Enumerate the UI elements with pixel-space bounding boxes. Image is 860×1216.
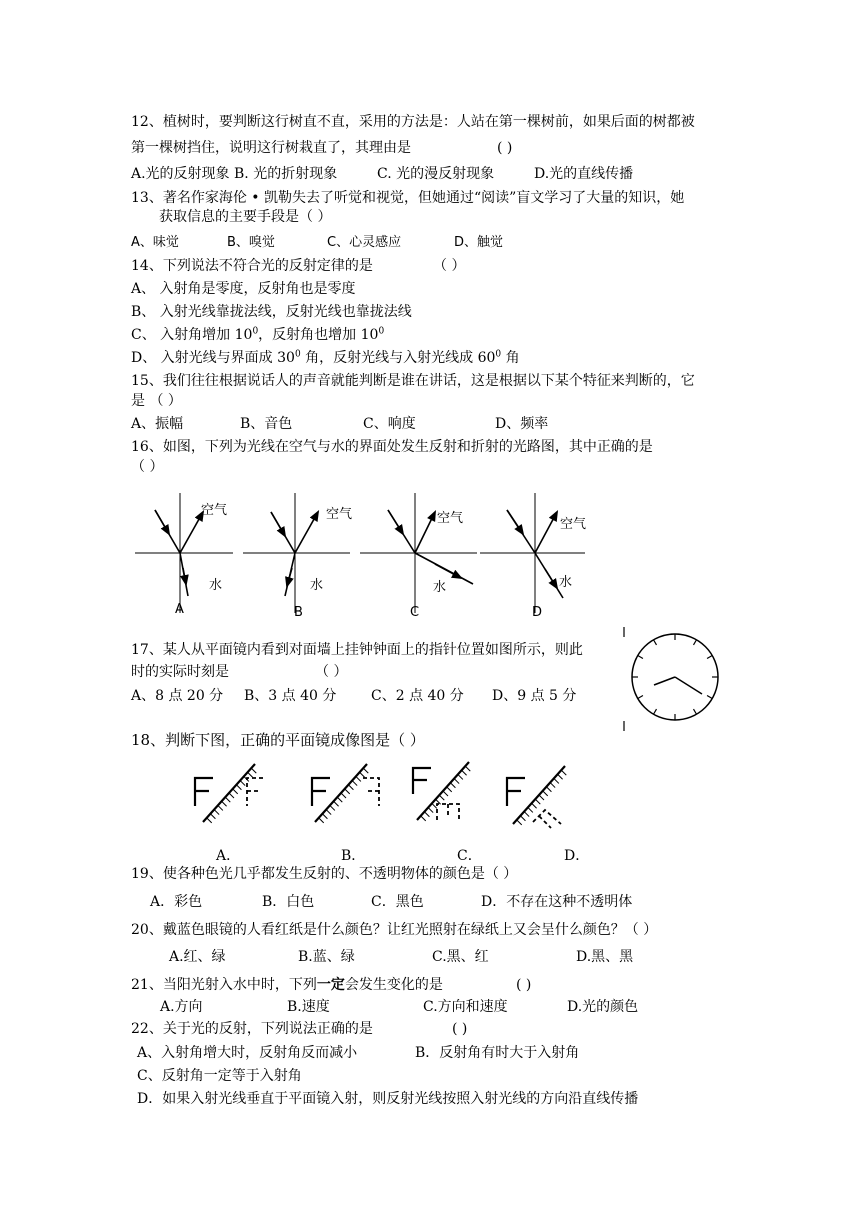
q16-light-path-diagrams xyxy=(125,488,595,628)
q15-option-c: C、响度 xyxy=(363,416,416,432)
q17-option-b: B、3 点 40 分 xyxy=(244,688,337,704)
mirror-hatch xyxy=(454,779,459,784)
q16-b-water-label: 水 xyxy=(310,578,324,593)
mirror-hatch xyxy=(360,772,365,777)
clock-tick xyxy=(707,696,712,699)
q17-option-a: A、8 点 20 分 xyxy=(131,688,224,704)
mirror-hatch xyxy=(345,789,350,794)
mirror-hatch xyxy=(561,770,566,775)
mirror-hatch xyxy=(236,785,241,790)
clock-hour-hand xyxy=(654,677,675,685)
q12-answer-paren: ( ) xyxy=(497,140,513,156)
mirror-hatch xyxy=(240,781,245,786)
mirror-hatch xyxy=(337,797,342,802)
mirror-hatch xyxy=(330,805,335,810)
q19-stem: 19、使各种色光几乎都发生反射的、不透明物体的颜色是（ ） xyxy=(131,866,518,882)
mirror-hatch xyxy=(225,797,230,802)
mirror-hatch xyxy=(528,807,533,812)
q15-option-a: A、振幅 xyxy=(131,416,184,432)
q15-option-d: D、频率 xyxy=(495,416,549,432)
q14-option-c: C、 入射角增加 $10^0$，反射角也增加 $10^0$ xyxy=(131,326,385,343)
mirror-hatch xyxy=(322,814,327,819)
mirror-hatch xyxy=(539,795,544,800)
q21-option-b: B.速度 xyxy=(287,999,330,1015)
mirror-hatch xyxy=(532,803,537,808)
q17-option-d: D、9 点 5 分 xyxy=(492,688,577,704)
mirror-hatch xyxy=(524,812,529,817)
q14-option-a: A、 入射角是零度，反射角也是零度 xyxy=(131,281,356,297)
clock-tick xyxy=(654,640,657,645)
q17-answer-paren: （ ） xyxy=(315,664,348,680)
q17-mirror-clock xyxy=(620,625,725,735)
mirror-hatch xyxy=(450,783,455,788)
q13-option-c: C、心灵感应 xyxy=(327,235,402,250)
q16-stem-line2: （ ） xyxy=(131,459,164,475)
q16-d-water-label: 水 xyxy=(559,575,573,590)
q18-diagram-b xyxy=(312,764,379,823)
mirror-hatch xyxy=(447,787,452,792)
q15-stem-line2: 是 （ ） xyxy=(131,393,182,409)
mirror-hatch xyxy=(535,799,540,804)
clock-tick xyxy=(694,640,697,645)
mirror-hatch xyxy=(251,768,256,773)
q16-c-water-label: 水 xyxy=(433,580,447,595)
q16-b-air-label: 空气 xyxy=(326,507,353,522)
q19-option-d: D．不存在这种不透明体 xyxy=(481,894,633,910)
q19-option-a: A．彩色 xyxy=(150,894,203,910)
q22-option-c: C、反射角一定等于入射角 xyxy=(137,1068,302,1084)
mirror-hatch xyxy=(517,820,522,825)
q19-option-c: C．黑色 xyxy=(371,894,424,910)
mirror-hatch xyxy=(233,789,238,794)
mirror-hatch xyxy=(520,816,525,821)
clock-tick xyxy=(654,709,657,714)
q15-option-b: B、音色 xyxy=(240,416,293,432)
q22-option-d: D．如果入射光线垂直于平面镜入射，则反射光线按照入射光线的方向沿直线传播 xyxy=(137,1091,639,1107)
clock-minute-hand xyxy=(675,677,702,694)
q18-diagram-d xyxy=(507,766,566,828)
q13-option-d: D、触觉 xyxy=(454,235,504,250)
q18-label-d: D． xyxy=(564,848,590,864)
q13-option-b: B、嗅觉 xyxy=(227,235,275,250)
q20-option-b: B.蓝、绿 xyxy=(298,949,355,965)
q14-answer-paren: （ ） xyxy=(433,258,466,274)
clock-tick xyxy=(694,709,697,714)
q22-stem: 22、关于光的反射，下列说法正确的是 xyxy=(131,1021,373,1037)
q13-stem-line1: 13、著名作家海伦 • 凯勒失去了听觉和视觉，但她通过“阅读”盲文学习了大量的知识，她 xyxy=(131,190,685,206)
q13-option-a: A、味觉 xyxy=(131,235,179,250)
q16-label-d: D xyxy=(532,605,543,620)
q20-option-c: C.黑、红 xyxy=(432,949,489,965)
mirror-hatch xyxy=(554,778,559,783)
mirror-hatch xyxy=(363,768,368,773)
mirror-hatch xyxy=(439,795,444,800)
q14-option-d: D、 入射光线与界面成 $30^0$ 角，反射光线与入射光线成 $60^0$ 角 xyxy=(131,349,520,366)
mirror-hatch xyxy=(458,774,463,779)
q12-option-b: B. 光的折射现象 xyxy=(234,166,338,182)
mirror-hatch xyxy=(248,772,253,777)
q16-a-water-label: 水 xyxy=(209,578,223,593)
mirror-hatch xyxy=(424,812,429,817)
q20-option-d: D.黑、黑 xyxy=(576,949,634,965)
q13-stem-line2: 获取信息的主要手段是（ ） xyxy=(159,209,332,225)
q22-option-a: A、入射角增大时，反射角反而减小 xyxy=(137,1045,358,1061)
q20-stem: 20、戴蓝色眼镜的人看红纸是什么颜色？让红光照射在绿纸上又会呈什么颜色？（ ） xyxy=(131,922,658,938)
q12-option-d: D.光的直线传播 xyxy=(534,166,634,182)
q18-stem: 18、判断下图，正确的平面镜成像图是（ ） xyxy=(131,731,425,749)
mirror-hatch xyxy=(222,801,227,806)
mirror-hatch xyxy=(229,793,234,798)
q21-option-c: C.方向和速度 xyxy=(423,999,508,1015)
q19-option-b: B．白色 xyxy=(262,894,315,910)
q17-stem-line2: 时的实际时刻是 xyxy=(131,664,229,680)
clock-tick xyxy=(638,696,643,699)
mirror-hatch xyxy=(319,818,324,823)
mirror-hatch xyxy=(218,805,223,810)
q16-stem-line1: 16、如图，下列为光线在空气与水的界面处发生反射和折射的光路图，其中正确的是 xyxy=(131,439,653,455)
q16-label-c: C xyxy=(410,605,420,620)
mirror-hatch xyxy=(465,766,470,771)
mirror-hatch xyxy=(348,785,353,790)
q18-label-b: B． xyxy=(341,848,366,864)
mirror-hatch xyxy=(462,770,467,775)
q16-d-air-label: 空气 xyxy=(560,517,587,532)
mirror-hatch xyxy=(356,776,361,781)
mirror-hatch xyxy=(326,810,331,815)
q18-diagram-a xyxy=(195,764,263,823)
q16-diagram-d xyxy=(480,493,585,613)
mirror-hatch xyxy=(546,787,551,792)
mirror-hatch xyxy=(207,818,212,823)
mirror-hatch xyxy=(543,791,548,796)
q21-answer-paren: ( ) xyxy=(516,977,532,993)
mirror-hatch xyxy=(352,781,357,786)
mirror-hatch xyxy=(214,810,219,815)
q21-stem: 21、当阳光射入水中时，下列一定会发生变化的是 xyxy=(131,977,443,993)
mirror-hatch xyxy=(428,808,433,813)
q18-label-c: C． xyxy=(457,848,482,864)
q22-answer-paren: ( ) xyxy=(452,1021,468,1037)
clock-tick xyxy=(638,656,643,659)
q12-stem-line2: 第一棵树挡住，说明这行树栽直了，其理由是 xyxy=(131,140,411,156)
q14-option-b: B、 入射光线靠拢法线，反射光线也靠拢法线 xyxy=(131,304,412,320)
q20-option-a: A.红、绿 xyxy=(169,949,226,965)
q18-mirror-image-diagrams xyxy=(185,758,575,838)
mirror-hatch xyxy=(210,814,215,819)
q16-label-b: B xyxy=(294,605,303,620)
mirror-hatch xyxy=(421,816,426,821)
clock-tick xyxy=(707,656,712,659)
q18-diagram-c xyxy=(413,762,470,821)
mirror-hatch xyxy=(443,791,448,796)
mirror-hatch xyxy=(341,793,346,798)
q18-label-a: A． xyxy=(216,848,241,864)
q21-option-d: D.光的颜色 xyxy=(567,999,639,1015)
q16-label-a: A xyxy=(175,602,184,617)
q21-option-a: A.方向 xyxy=(160,999,203,1015)
q12-option-a: A.光的反射现象 xyxy=(131,166,230,182)
q12-option-c: C. 光的漫反射现象 xyxy=(377,166,495,182)
q17-stem-line1: 17、某人从平面镜内看到对面墙上挂钟钟面上的指针位置如图所示，则此 xyxy=(131,642,583,658)
q16-a-air-label: 空气 xyxy=(201,503,228,518)
q15-stem-line1: 15、我们往往根据说话人的声音就能判断是谁在讲话，这是根据以下某个特征来判断的，它 xyxy=(131,373,695,389)
q17-option-c: C、2 点 40 分 xyxy=(371,688,464,704)
q16-c-air-label: 空气 xyxy=(437,511,464,526)
mirror-hatch xyxy=(558,774,563,779)
q22-option-b: B．反射角有时大于入射角 xyxy=(415,1045,580,1061)
q14-stem: 14、下列说法不符合光的反射定律的是 xyxy=(131,258,373,274)
mirror-hatch xyxy=(550,783,555,788)
mirror-hatch xyxy=(334,801,339,806)
q12-stem-line1: 12、植树时，要判断这行树直不直，采用的方法是：人站在第一棵树前，如果后面的树都被 xyxy=(131,114,695,130)
